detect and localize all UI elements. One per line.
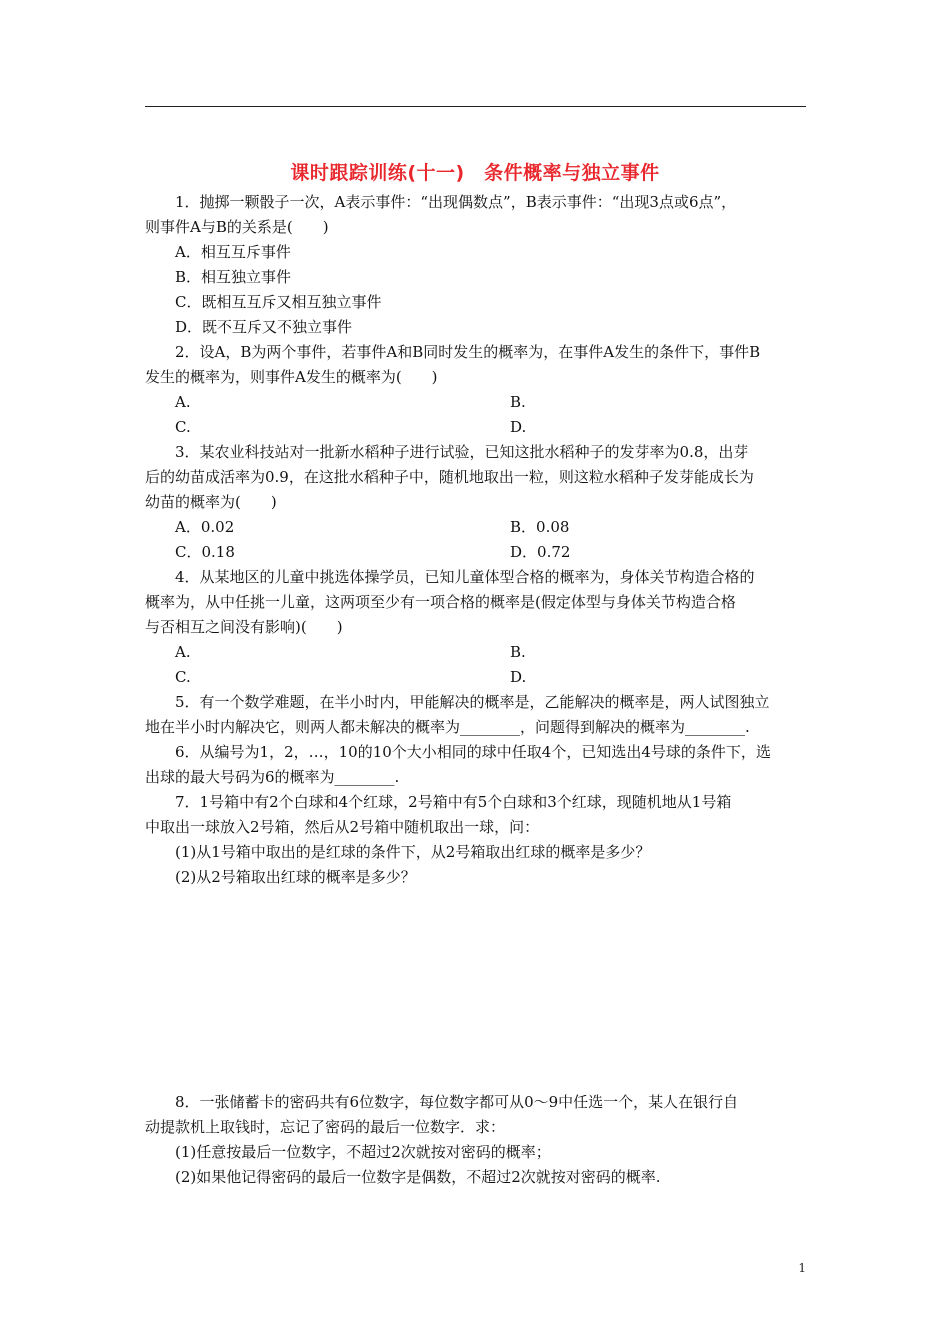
page-title: 课时跟踪训练(十一) 条件概率与独立事件 [290,162,660,184]
q1-line2: 则事件A与B的关系是( ) [145,218,329,236]
q2-options-row-2 [145,415,808,440]
q4-option-a: A. [175,643,191,661]
page-number: 1 [798,1261,806,1275]
q3-line2: 后的幼苗成活率为0.9，在这批水稻种子中，随机地取出一粒，则这粒水稻种子发芽能成长为 [145,468,754,486]
q6-line1: 6．从编号为1，2，…，10的10个大小相同的球中任取4个，已知选出4号球的条件下，选 [175,743,771,761]
header-rule [145,106,806,107]
q4-line1: 4．从某地区的儿童中挑选体操学员，已知儿童体型合格的概率为，身体关节构造合格的 [175,568,755,586]
q8-sub-question-2: (2)如果他记得密码的最后一位数字是偶数，不超过2次就按对密码的概率. [175,1168,661,1186]
q1-option-c: C．既相互互斥又相互独立事件 [175,293,382,311]
q2-option-c: C. [175,418,191,436]
q2-line2: 发生的概率为，则事件A发生的概率为( ) [145,368,438,386]
q4-option-b: B. [510,643,526,661]
q3-option-b: B．0.08 [510,518,570,536]
q3-options-row-2 [145,540,808,565]
q7-line2: 中取出一球放入2号箱，然后从2号箱中随机取出一球，问： [145,818,540,836]
q4-line3: 与否相互之间没有影响)( ) [145,618,343,636]
q5-line1: 5．有一个数学难题，在半小时内，甲能解决的概率是，乙能解决的概率是，两人试图独立 [175,693,770,711]
content-body [145,190,808,1190]
q7-line1: 7．1号箱中有2个白球和4个红球，2号箱中有5个白球和3个红球，现随机地从1号箱 [175,793,732,811]
q7-sub-question-2: (2)从2号箱取出红球的概率是多少？ [175,868,416,886]
q1-line1: 1．抛掷一颗骰子一次，A表示事件：“出现偶数点”，B表示事件：“出现3点或6点”， [175,193,737,211]
q8-line2: 动提款机上取钱时，忘记了密码的最后一位数字．求： [145,1118,506,1136]
q1-option-a: A．相互互斥事件 [175,243,291,261]
q2-line1: 2．设A，B为两个事件，若事件A和B同时发生的概率为，在事件A发生的条件下，事件B [175,343,761,361]
q4-option-d: D. [510,668,527,686]
q3-options-row-1 [145,515,808,540]
q2-options-row-1 [145,390,808,415]
q2-option-a: A. [175,393,191,411]
answer-space [145,890,808,1090]
q3-line1: 3．某农业科技站对一批新水稻种子进行试验，已知这批水稻种子的发芽率为0.8，出芽 [175,443,749,461]
q1-option-b: B．相互独立事件 [175,268,292,286]
q4-options-row-2 [145,665,808,690]
q2-option-b: B. [510,393,526,411]
q1-option-d: D．既不互斥又不独立事件 [175,318,353,336]
q8-sub-question-1: (1)任意按最后一位数字，不超过2次就按对密码的概率； [175,1143,551,1161]
q4-options-row-1 [145,640,808,665]
q3-option-a: A．0.02 [175,518,235,536]
q2-option-d: D. [510,418,527,436]
q4-option-c: C. [175,668,191,686]
q3-option-d: D．0.72 [510,543,571,561]
q6-line2: 出球的最大号码为6的概率为________. [145,768,400,786]
q8-line1: 8．一张储蓄卡的密码共有6位数字，每位数字都可从0～9中任选一个，某人在银行自 [175,1093,739,1111]
q4-line2: 概率为，从中任挑一儿童，这两项至少有一项合格的概率是(假定体型与身体关节构造合格 [145,593,736,611]
q3-line3: 幼苗的概率为( ) [145,493,277,511]
q7-sub-question-1: (1)从1号箱中取出的是红球的条件下，从2号箱取出红球的概率是多少？ [175,843,651,861]
q3-option-c: C．0.18 [175,543,235,561]
q5-line2: 地在半小时内解决它，则两人都未解决的概率为________，问题得到解决的概率为________. [145,718,750,736]
